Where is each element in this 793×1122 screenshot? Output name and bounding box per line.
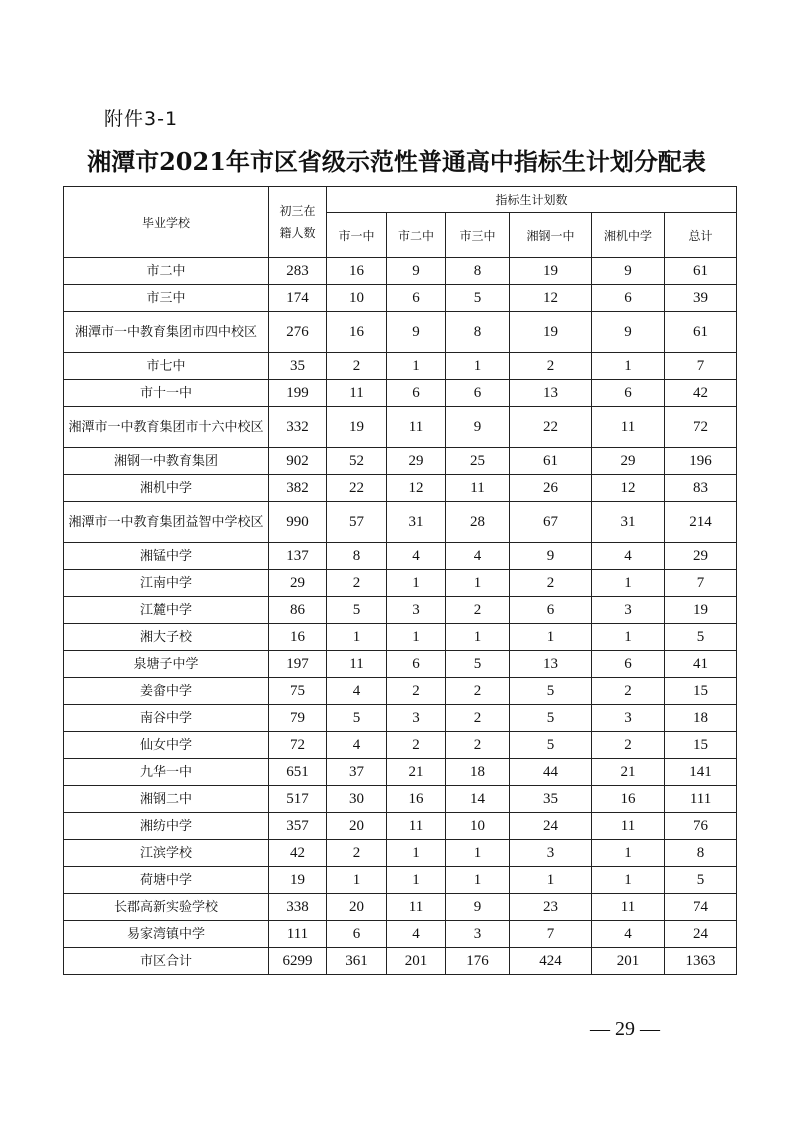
- quota-cell: 9: [592, 312, 665, 353]
- quota-cell: 1: [327, 867, 387, 894]
- quota-cell: 31: [592, 502, 665, 543]
- school-name-cell: 湘纺中学: [64, 813, 269, 840]
- quota-cell: 2: [446, 597, 510, 624]
- quota-cell: 28: [446, 502, 510, 543]
- table-row: [64, 448, 737, 475]
- quota-cell: 31: [387, 502, 446, 543]
- quota-cell: 1: [510, 867, 592, 894]
- table-row: [64, 597, 737, 624]
- quota-cell: 61: [665, 312, 737, 353]
- quota-cell: 83: [665, 475, 737, 502]
- quota-cell: 2: [387, 732, 446, 759]
- quota-cell: 4: [592, 921, 665, 948]
- quota-cell: 1: [446, 840, 510, 867]
- allocation-table: [63, 186, 737, 975]
- quota-cell: 4: [387, 921, 446, 948]
- quota-cell: 67: [510, 502, 592, 543]
- quota-cell: 196: [665, 448, 737, 475]
- quota-cell: 29: [592, 448, 665, 475]
- quota-cell: 11: [592, 407, 665, 448]
- enrolled-count-cell: 332: [269, 407, 327, 448]
- quota-cell: 6: [592, 651, 665, 678]
- school-name-cell: 湘锰中学: [64, 543, 269, 570]
- quota-cell: 61: [510, 448, 592, 475]
- quota-cell: 5: [446, 651, 510, 678]
- header-enrolled: [269, 187, 327, 258]
- quota-cell: 11: [327, 651, 387, 678]
- quota-cell: 8: [665, 840, 737, 867]
- quota-cell: 1363: [665, 948, 737, 975]
- enrolled-count-cell: 651: [269, 759, 327, 786]
- table-row: [64, 543, 737, 570]
- quota-cell: 57: [327, 502, 387, 543]
- column-header: 湘钢一中: [510, 213, 592, 258]
- table-row: [64, 380, 737, 407]
- quota-cell: 4: [446, 543, 510, 570]
- quota-cell: 11: [592, 813, 665, 840]
- enrolled-count-cell: 75: [269, 678, 327, 705]
- quota-cell: 2: [327, 840, 387, 867]
- quota-cell: 35: [510, 786, 592, 813]
- school-name-cell: 市三中: [64, 285, 269, 312]
- quota-cell: 24: [665, 921, 737, 948]
- quota-cell: 2: [510, 570, 592, 597]
- quota-cell: 21: [592, 759, 665, 786]
- quota-cell: 9: [387, 312, 446, 353]
- quota-cell: 111: [665, 786, 737, 813]
- quota-cell: 15: [665, 678, 737, 705]
- quota-cell: 8: [327, 543, 387, 570]
- quota-cell: 1: [387, 624, 446, 651]
- quota-cell: 19: [510, 312, 592, 353]
- quota-cell: 3: [592, 597, 665, 624]
- quota-cell: 6: [387, 380, 446, 407]
- quota-cell: 1: [592, 570, 665, 597]
- school-name-cell: 仙女中学: [64, 732, 269, 759]
- quota-cell: 6: [387, 651, 446, 678]
- quota-cell: 16: [327, 258, 387, 285]
- enrolled-count-cell: 86: [269, 597, 327, 624]
- quota-cell: 19: [510, 258, 592, 285]
- attachment-label: 附件3-1: [104, 108, 179, 130]
- quota-cell: 11: [387, 407, 446, 448]
- quota-cell: 7: [665, 570, 737, 597]
- quota-cell: 424: [510, 948, 592, 975]
- school-name-cell: 荷塘中学: [64, 867, 269, 894]
- table-row: [64, 840, 737, 867]
- quota-cell: 2: [446, 678, 510, 705]
- quota-cell: 201: [592, 948, 665, 975]
- enrolled-count-cell: 990: [269, 502, 327, 543]
- school-name-cell: 市七中: [64, 353, 269, 380]
- quota-cell: 14: [446, 786, 510, 813]
- enrolled-count-cell: 29: [269, 570, 327, 597]
- quota-cell: 4: [387, 543, 446, 570]
- quota-cell: 10: [446, 813, 510, 840]
- enrolled-count-cell: 16: [269, 624, 327, 651]
- column-header: 市三中: [446, 213, 510, 258]
- quota-cell: 9: [387, 258, 446, 285]
- quota-cell: 5: [665, 867, 737, 894]
- table-row: [64, 570, 737, 597]
- quota-cell: 11: [446, 475, 510, 502]
- school-name-cell: 市二中: [64, 258, 269, 285]
- quota-cell: 11: [592, 894, 665, 921]
- table-row: [64, 407, 737, 448]
- column-header: 市一中: [327, 213, 387, 258]
- table-row: [64, 894, 737, 921]
- school-name-cell: 江滨学校: [64, 840, 269, 867]
- table-row: [64, 285, 737, 312]
- quota-cell: 42: [665, 380, 737, 407]
- table-row: [64, 948, 737, 975]
- quota-cell: 1: [446, 353, 510, 380]
- school-name-cell: 湘潭市一中教育集团市十六中校区: [64, 407, 269, 448]
- school-name-cell: 湘潭市一中教育集团市四中校区: [64, 312, 269, 353]
- quota-cell: 44: [510, 759, 592, 786]
- school-name-cell: 湘钢二中: [64, 786, 269, 813]
- quota-cell: 1: [592, 353, 665, 380]
- quota-cell: 1: [446, 570, 510, 597]
- quota-cell: 3: [510, 840, 592, 867]
- quota-cell: 8: [446, 312, 510, 353]
- table-row: [64, 502, 737, 543]
- school-name-cell: 姜畲中学: [64, 678, 269, 705]
- school-name-cell: 市十一中: [64, 380, 269, 407]
- enrolled-count-cell: 902: [269, 448, 327, 475]
- quota-cell: 61: [665, 258, 737, 285]
- quota-cell: 39: [665, 285, 737, 312]
- quota-cell: 29: [387, 448, 446, 475]
- quota-cell: 15: [665, 732, 737, 759]
- table-row: [64, 705, 737, 732]
- enrolled-count-cell: 42: [269, 840, 327, 867]
- enrolled-count-cell: 19: [269, 867, 327, 894]
- table-row: [64, 475, 737, 502]
- quota-cell: 5: [510, 678, 592, 705]
- quota-cell: 6: [510, 597, 592, 624]
- quota-cell: 2: [327, 353, 387, 380]
- header-enrolled-line2: 籍人数: [279, 226, 316, 240]
- quota-cell: 7: [665, 353, 737, 380]
- quota-cell: 1: [387, 353, 446, 380]
- school-name-cell: 市区合计: [64, 948, 269, 975]
- quota-cell: 16: [592, 786, 665, 813]
- quota-cell: 20: [327, 813, 387, 840]
- quota-cell: 24: [510, 813, 592, 840]
- quota-cell: 1: [387, 840, 446, 867]
- table-row: [64, 813, 737, 840]
- quota-cell: 9: [510, 543, 592, 570]
- quota-cell: 18: [446, 759, 510, 786]
- quota-cell: 52: [327, 448, 387, 475]
- enrolled-count-cell: 283: [269, 258, 327, 285]
- school-name-cell: 湘机中学: [64, 475, 269, 502]
- school-name-cell: 泉塘子中学: [64, 651, 269, 678]
- document-title: 湘潭市2021年市区省级示范性普通高中指标生计划分配表: [87, 147, 706, 176]
- quota-cell: 25: [446, 448, 510, 475]
- quota-cell: 3: [387, 597, 446, 624]
- quota-cell: 37: [327, 759, 387, 786]
- quota-cell: 5: [510, 732, 592, 759]
- quota-cell: 11: [387, 894, 446, 921]
- quota-cell: 6: [592, 380, 665, 407]
- header-enrolled-line1: 初三在: [279, 204, 316, 218]
- school-name-cell: 江南中学: [64, 570, 269, 597]
- quota-cell: 2: [510, 353, 592, 380]
- quota-cell: 1: [592, 624, 665, 651]
- quota-cell: 1: [592, 867, 665, 894]
- quota-cell: 29: [665, 543, 737, 570]
- page-number: — 29 —: [590, 1018, 660, 1040]
- table-row: [64, 759, 737, 786]
- quota-cell: 3: [446, 921, 510, 948]
- quota-cell: 12: [510, 285, 592, 312]
- quota-cell: 201: [387, 948, 446, 975]
- school-name-cell: 长郡高新实验学校: [64, 894, 269, 921]
- quota-cell: 16: [327, 312, 387, 353]
- quota-cell: 76: [665, 813, 737, 840]
- column-header: 湘机中学: [592, 213, 665, 258]
- table-row: [64, 353, 737, 380]
- quota-cell: 9: [446, 407, 510, 448]
- quota-cell: 2: [446, 732, 510, 759]
- enrolled-count-cell: 199: [269, 380, 327, 407]
- quota-cell: 1: [387, 570, 446, 597]
- table-row: [64, 732, 737, 759]
- enrolled-count-cell: 137: [269, 543, 327, 570]
- enrolled-count-cell: 6299: [269, 948, 327, 975]
- quota-cell: 6: [327, 921, 387, 948]
- quota-cell: 13: [510, 651, 592, 678]
- quota-cell: 4: [327, 678, 387, 705]
- quota-cell: 22: [327, 475, 387, 502]
- enrolled-count-cell: 276: [269, 312, 327, 353]
- enrolled-count-cell: 111: [269, 921, 327, 948]
- enrolled-count-cell: 35: [269, 353, 327, 380]
- quota-cell: 6: [387, 285, 446, 312]
- quota-cell: 6: [446, 380, 510, 407]
- quota-cell: 2: [592, 678, 665, 705]
- school-name-cell: 九华一中: [64, 759, 269, 786]
- quota-cell: 30: [327, 786, 387, 813]
- school-name-cell: 湘大子校: [64, 624, 269, 651]
- table-row: [64, 921, 737, 948]
- enrolled-count-cell: 338: [269, 894, 327, 921]
- quota-cell: 16: [387, 786, 446, 813]
- quota-cell: 7: [510, 921, 592, 948]
- quota-cell: 3: [592, 705, 665, 732]
- quota-cell: 361: [327, 948, 387, 975]
- quota-cell: 1: [387, 867, 446, 894]
- table-row: [64, 651, 737, 678]
- quota-cell: 9: [446, 894, 510, 921]
- column-header: 总计: [665, 213, 737, 258]
- quota-cell: 1: [446, 624, 510, 651]
- enrolled-count-cell: 174: [269, 285, 327, 312]
- quota-cell: 10: [327, 285, 387, 312]
- school-name-cell: 南谷中学: [64, 705, 269, 732]
- quota-cell: 20: [327, 894, 387, 921]
- quota-cell: 6: [592, 285, 665, 312]
- table-row: [64, 867, 737, 894]
- enrolled-count-cell: 197: [269, 651, 327, 678]
- quota-cell: 5: [327, 597, 387, 624]
- table-row: [64, 258, 737, 285]
- quota-cell: 18: [665, 705, 737, 732]
- quota-cell: 1: [592, 840, 665, 867]
- quota-cell: 72: [665, 407, 737, 448]
- quota-cell: 41: [665, 651, 737, 678]
- quota-cell: 12: [387, 475, 446, 502]
- column-header: 市二中: [387, 213, 446, 258]
- quota-cell: 5: [510, 705, 592, 732]
- quota-cell: 13: [510, 380, 592, 407]
- table-row: [64, 624, 737, 651]
- quota-cell: 1: [327, 624, 387, 651]
- school-name-cell: 湘钢一中教育集团: [64, 448, 269, 475]
- quota-cell: 21: [387, 759, 446, 786]
- quota-cell: 4: [327, 732, 387, 759]
- table-row: [64, 678, 737, 705]
- table-row: [64, 786, 737, 813]
- school-name-cell: 湘潭市一中教育集团益智中学校区: [64, 502, 269, 543]
- quota-cell: 11: [387, 813, 446, 840]
- quota-cell: 12: [592, 475, 665, 502]
- quota-cell: 2: [446, 705, 510, 732]
- quota-cell: 19: [327, 407, 387, 448]
- quota-cell: 74: [665, 894, 737, 921]
- quota-cell: 5: [446, 285, 510, 312]
- table-row: [64, 312, 737, 353]
- quota-cell: 1: [446, 867, 510, 894]
- quota-cell: 2: [327, 570, 387, 597]
- header-quota-group: 指标生计划数: [327, 187, 737, 213]
- header-school: 毕业学校: [64, 187, 269, 258]
- quota-cell: 2: [592, 732, 665, 759]
- enrolled-count-cell: 72: [269, 732, 327, 759]
- school-name-cell: 江麓中学: [64, 597, 269, 624]
- quota-cell: 214: [665, 502, 737, 543]
- quota-cell: 3: [387, 705, 446, 732]
- quota-cell: 22: [510, 407, 592, 448]
- enrolled-count-cell: 79: [269, 705, 327, 732]
- quota-cell: 19: [665, 597, 737, 624]
- quota-cell: 2: [387, 678, 446, 705]
- quota-cell: 23: [510, 894, 592, 921]
- enrolled-count-cell: 517: [269, 786, 327, 813]
- enrolled-count-cell: 382: [269, 475, 327, 502]
- quota-cell: 26: [510, 475, 592, 502]
- quota-cell: 4: [592, 543, 665, 570]
- quota-cell: 5: [665, 624, 737, 651]
- quota-cell: 141: [665, 759, 737, 786]
- quota-cell: 9: [592, 258, 665, 285]
- school-name-cell: 易家湾镇中学: [64, 921, 269, 948]
- enrolled-count-cell: 357: [269, 813, 327, 840]
- quota-cell: 176: [446, 948, 510, 975]
- quota-cell: 8: [446, 258, 510, 285]
- quota-cell: 5: [327, 705, 387, 732]
- quota-cell: 11: [327, 380, 387, 407]
- quota-cell: 1: [510, 624, 592, 651]
